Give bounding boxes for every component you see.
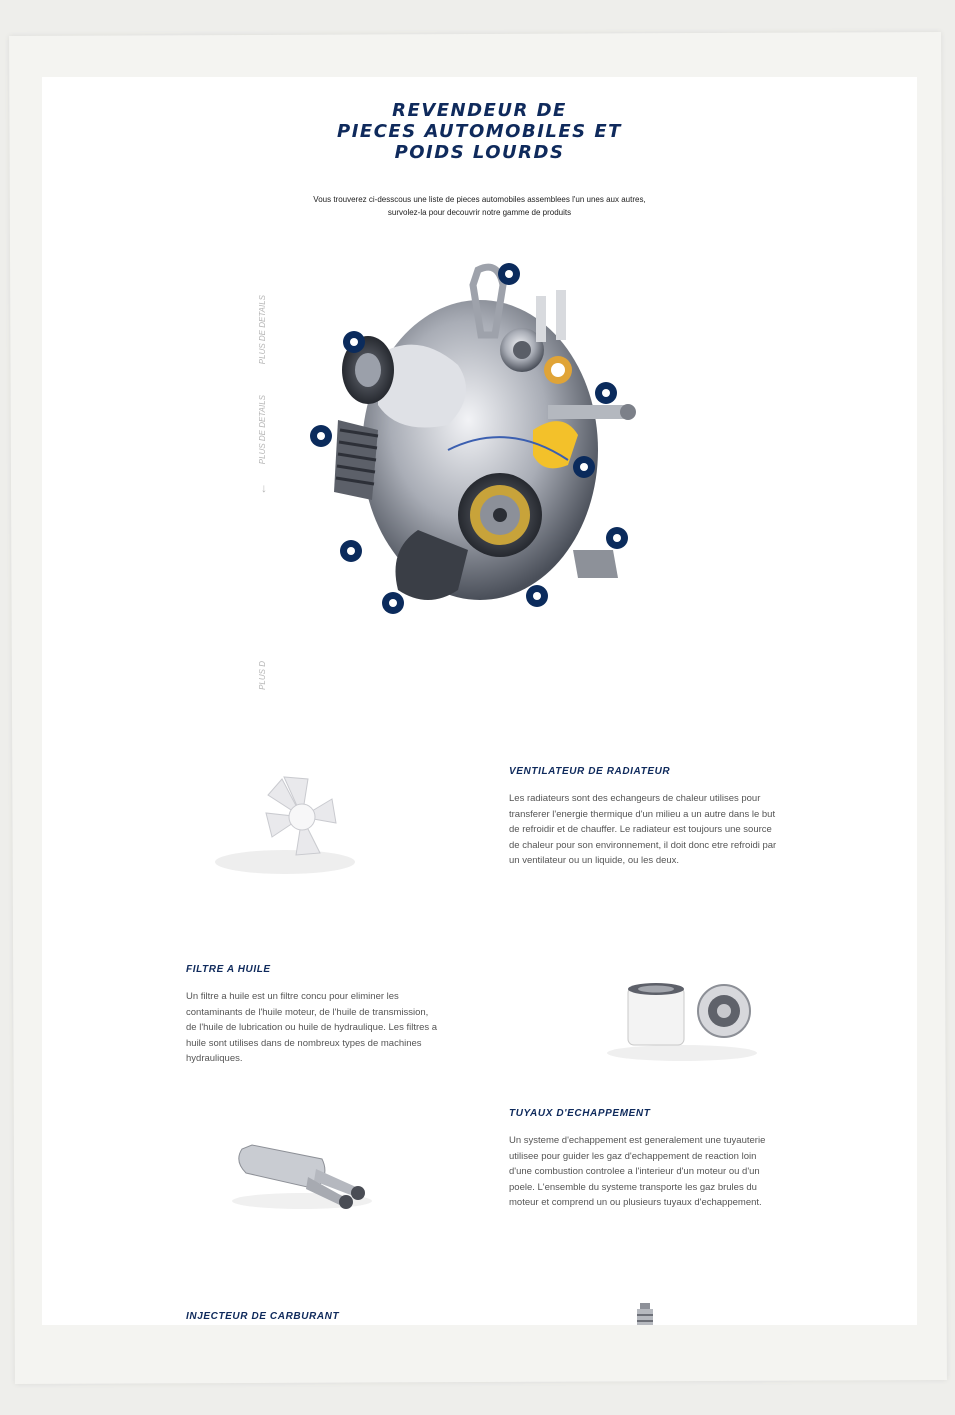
product-desc-exhaust: Un systeme d'echappement est generalement une tuyauterie utilisee pour guider les gaz d'echappement de reaction loin d'une combustion controlee a l'interieur d'un moteur ou d'un poele. L'ensemble du systeme transporte les gaz brules du moteur et comprend un ou plusieurs tuyaux d'echappement. — [509, 1135, 766, 1209]
side-label-details-1[interactable]: PLUS DE DETAILS — [258, 295, 267, 365]
side-label-details-2[interactable]: PLUS DE DETAILS — [258, 395, 267, 465]
product-title-radiator-fan[interactable]: VENTILATEUR DE RADIATEUR — [509, 766, 671, 777]
hotspot-3[interactable] — [595, 382, 617, 404]
oil-filter-icon — [602, 975, 762, 1065]
engine-assembly-image — [308, 260, 638, 626]
intro-text: Vous trouverez ci-desscous une liste de pieces automobiles assemblees l'un unes aux autres, survolez-la pour decouvrir notre gamme de produits — [313, 195, 646, 217]
hotspot-8[interactable] — [526, 585, 548, 607]
hotspot-9[interactable] — [382, 592, 404, 614]
page-title — [42, 100, 917, 163]
page-title-line-1: REVENDEUR DE — [392, 100, 567, 121]
page-title-line-2: PIECES AUTOMOBILES ET — [337, 121, 622, 142]
side-label-details-3[interactable]: PLUS D — [258, 661, 267, 690]
product-desc-oil-filter: Un filtre a huile est un filtre concu pour eliminer les contaminants de l'huile moteur, de l'huile de transmission, de l'huile de lubrication ou huile de hydraulique. Les filtres a huile sont utilises dans de nombreux types de machines hydrauliques. — [186, 991, 438, 1065]
hotspot-1[interactable] — [498, 263, 520, 285]
hotspot-4[interactable] — [310, 425, 332, 447]
hotspot-5[interactable] — [573, 456, 595, 478]
hotspot-2[interactable] — [343, 331, 365, 353]
fuel-injector-icon — [634, 1303, 656, 1325]
product-title-oil-filter[interactable]: FILTRE A HUILE — [186, 964, 271, 975]
hotspot-7[interactable] — [340, 540, 362, 562]
page-sheet — [42, 77, 917, 1325]
product-title-exhaust[interactable]: TUYAUX D'ECHAPPEMENT — [509, 1108, 651, 1119]
exhaust-pipe-icon — [222, 1129, 382, 1219]
arrow-down-icon[interactable]: ↓ — [261, 481, 267, 495]
page-title-line-3: POIDS LOURDS — [394, 142, 565, 163]
hotspot-6[interactable] — [606, 527, 628, 549]
product-desc-radiator-fan: Les radiateurs sont des echangeurs de chaleur utilises pour transferer l'energie thermique d'un milieu a un autre dans le but de refroidir et de chauffer. Le radiateur est toujours une source de chaleur pour son environnement, il doit donc etre refroidi par un ventilateur ou un liquide, ou les deux. — [509, 793, 777, 867]
product-title-fuel-injector[interactable]: INJECTEUR DE CARBURANT — [186, 1311, 340, 1322]
fan-icon — [207, 757, 357, 882]
